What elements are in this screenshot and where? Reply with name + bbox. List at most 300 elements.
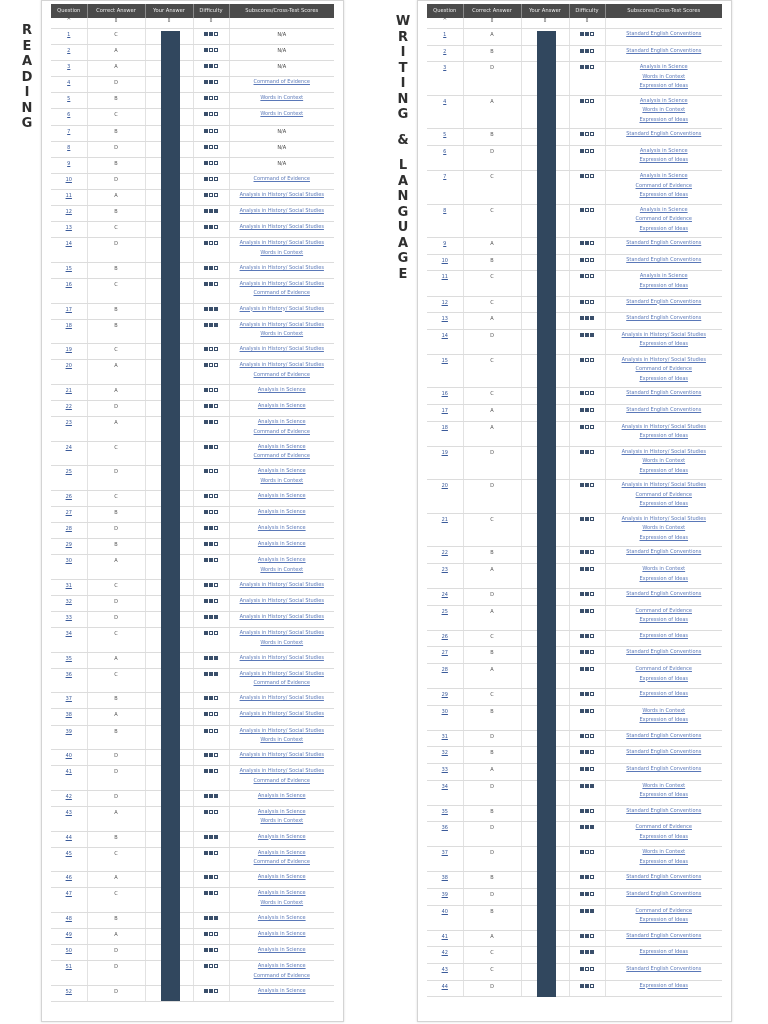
subscore-link[interactable]: Command of Evidence [253,290,310,297]
question-number[interactable]: 27 [441,650,448,657]
your-answer-header[interactable]: Your Answer [145,4,193,18]
subscore-link[interactable]: Standard English Conventions [626,965,702,972]
question-number-link[interactable] [427,354,463,388]
question-number-link[interactable] [51,490,87,506]
question-number[interactable]: 7 [443,174,447,181]
question-number[interactable]: 22 [65,403,72,410]
question-number[interactable]: 25 [441,608,448,615]
subscore-link[interactable]: Analysis in Science [639,147,688,154]
question-number-link[interactable] [51,278,87,303]
subscore-link[interactable]: Analysis in History/ Social Studies [621,423,706,430]
question-number[interactable]: 21 [65,387,72,394]
subscore-link[interactable]: Standard English Conventions [626,732,702,739]
question-number[interactable]: 34 [441,783,448,790]
question-number[interactable]: 14 [65,241,72,248]
question-number[interactable]: 1 [67,32,71,38]
correct-answer-header[interactable]: Correct Answer [463,4,521,18]
question-number-link[interactable] [427,822,463,847]
question-number-link[interactable] [427,238,463,255]
subscore-link[interactable]: Standard English Conventions [626,407,702,413]
question-number-link[interactable] [427,446,463,480]
subscore-link[interactable]: Command of Evidence [253,79,310,86]
question-number[interactable]: 22 [441,550,448,557]
question-number-link[interactable] [51,77,87,93]
question-number-link[interactable] [427,805,463,822]
question-number-link[interactable] [427,204,463,238]
question-number[interactable]: 25 [65,469,72,476]
question-number[interactable]: 5 [67,96,71,103]
question-number[interactable]: 28 [441,667,448,674]
subscore-link[interactable]: Analysis in History/ Social Studies [621,331,706,338]
subscore-link[interactable]: Words in Context [260,818,304,825]
subscore-link[interactable]: Expression of Ideas [639,675,689,682]
question-number-link[interactable] [51,303,87,319]
subscore-link[interactable]: Words in Context [260,899,304,906]
question-number[interactable]: 52 [65,988,72,995]
correct-answer-header[interactable]: Correct Answer [87,4,145,18]
question-number-link[interactable] [51,238,87,263]
subscore-link[interactable]: Expression of Ideas [639,192,689,199]
question-number-link[interactable] [427,29,463,46]
subscore-link[interactable]: Standard English Conventions [626,549,702,556]
question-number-link[interactable] [51,222,87,238]
subscore-link[interactable]: Analysis in History/ Social Studies [239,768,324,775]
question-number[interactable]: 42 [441,950,448,957]
question-number[interactable]: 8 [443,207,447,214]
question-number-link[interactable] [427,271,463,296]
question-number[interactable]: 41 [441,933,448,940]
question-number[interactable]: 20 [65,363,72,370]
question-number-link[interactable] [51,709,87,725]
question-number[interactable]: 16 [65,281,72,288]
subscore-link[interactable]: Words in Context [260,111,304,118]
subscore-link[interactable]: Expression of Ideas [639,792,689,799]
question-number-link[interactable] [51,668,87,693]
subscores-header[interactable]: Subscores/Cross-Test Scores [229,4,334,18]
question-number[interactable]: 8 [67,144,71,151]
subscore-link[interactable]: Command of Evidence [635,824,692,831]
question-number-link[interactable] [51,417,87,442]
subscore-link[interactable]: Analysis in Science [257,890,306,897]
subscore-link[interactable]: Standard English Conventions [626,315,702,322]
question-number[interactable]: 11 [441,274,448,281]
question-number-link[interactable] [51,319,87,344]
question-number[interactable]: 1 [443,32,447,38]
subscore-link[interactable]: Standard English Conventions [626,256,702,263]
question-number-link[interactable] [51,29,87,45]
question-number[interactable]: 38 [441,875,448,882]
subscore-link[interactable]: Analysis in Science [257,443,306,450]
question-number-link[interactable] [427,747,463,764]
subscore-link[interactable]: Analysis in History/ Social Studies [621,448,706,455]
subscore-link[interactable]: Analysis in Science [257,492,306,499]
question-number[interactable]: 31 [441,733,448,740]
question-number[interactable]: 26 [65,493,72,500]
subscore-link[interactable]: Standard English Conventions [626,807,702,814]
subscore-link[interactable]: Analysis in Science [257,808,306,815]
subscore-link[interactable]: Command of Evidence [635,216,692,223]
question-number[interactable]: 33 [65,615,72,621]
subscore-link[interactable]: Command of Evidence [253,680,310,687]
subscore-link[interactable]: Analysis in Science [257,947,306,954]
subscore-link[interactable]: Analysis in History/ Social Studies [621,482,706,489]
question-number[interactable]: 45 [65,850,72,857]
question-number[interactable]: 3 [443,65,447,72]
question-number-link[interactable] [427,296,463,313]
question-number-link[interactable] [51,912,87,928]
subscore-link[interactable]: Command of Evidence [635,907,692,914]
difficulty-header[interactable]: Difficulty [569,4,605,18]
subscore-link[interactable]: Analysis in Science [257,541,306,548]
subscore-link[interactable]: Analysis in Science [257,833,306,840]
subscore-link[interactable]: Analysis in Science [257,402,306,409]
subscore-link[interactable]: Expression of Ideas [639,83,689,90]
question-number[interactable]: 50 [65,948,72,955]
subscore-link[interactable]: Analysis in Science [257,525,306,532]
subscore-link[interactable]: Expression of Ideas [639,917,689,924]
question-number-link[interactable] [51,806,87,831]
question-number-link[interactable] [427,589,463,606]
subscore-link[interactable]: Words in Context [642,782,686,789]
question-number-link[interactable] [51,141,87,157]
question-number-link[interactable] [427,664,463,689]
subscore-link[interactable]: Words in Context [642,458,686,465]
question-number[interactable]: 19 [441,449,448,456]
subscore-link[interactable]: Words in Context [260,566,304,573]
subscore-link[interactable]: Words in Context [260,477,304,484]
question-number-link[interactable] [51,344,87,360]
question-number[interactable]: 29 [65,542,72,549]
subscore-link[interactable]: Analysis in History/ Social Studies [239,727,324,734]
question-number[interactable]: 4 [443,98,447,105]
question-number-link[interactable] [427,847,463,872]
subscore-link[interactable]: Words in Context [642,107,686,114]
question-number[interactable]: 30 [441,708,448,715]
question-number[interactable]: 2 [67,48,71,55]
subscore-link[interactable]: Analysis in Science [257,963,306,970]
question-number-link[interactable] [51,441,87,466]
subscore-link[interactable]: Command of Evidence [253,175,310,182]
subscore-link[interactable]: Analysis in Science [257,792,306,799]
subscore-link[interactable]: Standard English Conventions [626,749,702,756]
sort-icon[interactable]: ⇕ [87,18,145,29]
question-number[interactable]: 3 [67,64,71,71]
subscore-link[interactable]: Standard English Conventions [626,390,702,397]
question-number-link[interactable] [51,766,87,791]
question-number[interactable]: 27 [65,509,72,516]
subscore-link[interactable]: Analysis in History/ Social Studies [239,321,324,328]
sort-icon[interactable]: ^ [427,18,463,29]
subscore-link[interactable]: Analysis in Science [257,508,306,515]
subscore-link[interactable]: Analysis in History/ Social Studies [239,346,324,353]
subscore-link[interactable]: Analysis in Science [639,97,688,104]
question-number-link[interactable] [51,539,87,555]
question-number-link[interactable] [51,45,87,61]
subscore-link[interactable]: Standard English Conventions [626,31,702,37]
subscore-link[interactable]: Analysis in History/ Social Studies [239,630,324,637]
question-number-link[interactable] [51,929,87,945]
question-number-link[interactable] [51,750,87,766]
question-number[interactable]: 37 [65,696,72,703]
subscore-link[interactable]: Standard English Conventions [626,932,702,939]
question-number-link[interactable] [51,725,87,750]
subscore-link[interactable]: Expression of Ideas [639,575,689,582]
question-number-link[interactable] [427,630,463,647]
question-number[interactable]: 38 [65,712,72,719]
subscore-link[interactable]: Standard English Conventions [626,649,702,656]
question-number-link[interactable] [427,905,463,930]
question-number-link[interactable] [51,506,87,522]
question-number-link[interactable] [51,173,87,189]
subscore-link[interactable]: Standard English Conventions [626,240,702,247]
question-number[interactable]: 32 [65,598,72,605]
question-number-link[interactable] [51,985,87,1001]
question-number-link[interactable] [51,523,87,539]
sort-icon[interactable]: ⇕ [463,18,521,29]
question-number[interactable]: 31 [65,582,72,589]
question-number[interactable]: 33 [441,767,448,773]
subscore-link[interactable]: Command of Evidence [253,777,310,784]
question-number-link[interactable] [51,693,87,709]
question-number-link[interactable] [51,628,87,653]
question-number-link[interactable] [427,254,463,271]
question-number-link[interactable] [427,564,463,589]
question-number-link[interactable] [427,62,463,96]
subscore-link[interactable]: Expression of Ideas [639,632,689,639]
subscore-link[interactable]: Command of Evidence [635,366,692,373]
question-header[interactable]: Question [51,4,87,18]
question-number-link[interactable] [51,189,87,205]
question-number[interactable]: 12 [441,299,448,306]
sort-icon[interactable]: ⇕ [145,18,193,29]
subscore-link[interactable]: Analysis in Science [257,386,306,393]
your-answer-header[interactable]: Your Answer [521,4,569,18]
subscore-link[interactable]: Analysis in Science [257,419,306,426]
subscore-link[interactable]: Expression of Ideas [639,433,689,440]
subscore-link[interactable]: Standard English Conventions [626,298,702,305]
question-number[interactable]: 24 [441,592,448,599]
subscore-link[interactable]: Expression of Ideas [639,501,689,508]
subscore-link[interactable]: Analysis in Science [639,206,688,213]
question-number-link[interactable] [51,555,87,580]
subscore-link[interactable]: Command of Evidence [635,182,692,189]
question-number-link[interactable] [51,579,87,595]
question-number-link[interactable] [51,466,87,491]
difficulty-header[interactable]: Difficulty [193,4,229,18]
question-number-link[interactable] [51,790,87,806]
subscore-link[interactable]: Expression of Ideas [639,717,689,724]
subscore-link[interactable]: Command of Evidence [635,491,692,498]
question-number-link[interactable] [51,93,87,109]
question-number[interactable]: 51 [65,964,72,971]
question-number[interactable]: 16 [441,391,448,398]
subscore-link[interactable]: Command of Evidence [635,607,692,614]
question-number[interactable]: 44 [65,834,72,841]
question-number[interactable]: 40 [441,908,448,915]
subscore-link[interactable]: Analysis in History/ Social Studies [239,597,324,604]
subscore-link[interactable]: Expression of Ideas [639,375,689,382]
question-number[interactable]: 35 [65,655,72,662]
question-number-link[interactable] [427,145,463,170]
subscore-link[interactable]: Expression of Ideas [639,949,689,956]
question-number-link[interactable] [427,930,463,947]
subscore-link[interactable]: Analysis in History/ Social Studies [239,208,324,215]
subscore-link[interactable]: Command of Evidence [253,859,310,866]
subscore-link[interactable]: Expression of Ideas [639,982,689,989]
subscore-link[interactable]: Words in Context [260,95,304,102]
question-number[interactable]: 12 [65,209,72,216]
question-number[interactable]: 6 [67,112,71,119]
subscore-link[interactable]: Command of Evidence [635,666,692,673]
question-number-link[interactable] [51,360,87,385]
question-number[interactable]: 23 [441,567,448,574]
question-number[interactable]: 40 [65,753,72,760]
question-number[interactable]: 20 [441,483,448,490]
question-number-link[interactable] [51,652,87,668]
question-number[interactable]: 23 [65,420,72,427]
subscore-link[interactable]: Expression of Ideas [639,534,689,541]
question-number[interactable]: 37 [441,850,448,857]
question-number-link[interactable] [427,647,463,664]
question-number-link[interactable] [51,157,87,173]
question-number[interactable]: 30 [65,558,72,565]
question-number-link[interactable] [51,945,87,961]
question-number-link[interactable] [51,961,87,986]
question-number[interactable]: 47 [65,891,72,898]
subscore-link[interactable]: Analysis in History/ Social Studies [239,305,324,312]
subscore-link[interactable]: Analysis in History/ Social Studies [239,752,324,759]
subscore-link[interactable]: Analysis in Science [639,173,688,180]
subscore-link[interactable]: Words in Context [642,849,686,856]
question-number-link[interactable] [427,963,463,980]
subscore-link[interactable]: Standard English Conventions [626,591,702,598]
subscore-link[interactable]: Analysis in Science [257,849,306,856]
subscore-link[interactable]: Expression of Ideas [639,116,689,123]
sort-icon[interactable]: ⇕ [193,18,229,29]
subscore-link[interactable]: Analysis in History/ Social Studies [239,240,324,247]
subscore-link[interactable]: Expression of Ideas [639,833,689,840]
subscore-link[interactable]: Standard English Conventions [626,131,702,138]
question-number-link[interactable] [427,764,463,781]
question-number[interactable]: 9 [443,241,447,248]
subscore-link[interactable]: Analysis in History/ Social Studies [621,356,706,363]
question-number[interactable]: 17 [65,306,72,313]
question-number[interactable]: 26 [441,633,448,640]
subscore-link[interactable]: Analysis in History/ Social Studies [239,280,324,287]
subscore-link[interactable]: Expression of Ideas [639,157,689,164]
subscore-link[interactable]: Analysis in Science [257,874,306,881]
question-number-link[interactable] [51,125,87,141]
question-number[interactable]: 11 [65,192,72,199]
question-number-link[interactable] [427,547,463,564]
question-number-link[interactable] [51,872,87,888]
question-number[interactable]: 24 [65,444,72,451]
question-number-link[interactable] [51,888,87,913]
question-number-link[interactable] [427,95,463,129]
question-number-link[interactable] [51,847,87,872]
question-number-link[interactable] [427,45,463,62]
subscore-link[interactable]: Analysis in History/ Social Studies [239,264,324,271]
question-number-link[interactable] [427,889,463,906]
subscore-link[interactable]: Analysis in Science [257,914,306,921]
subscore-link[interactable]: Analysis in Science [257,931,306,937]
subscore-link[interactable]: Expression of Ideas [639,858,689,865]
question-number-link[interactable] [427,480,463,514]
question-number[interactable]: 13 [65,225,72,232]
question-number[interactable]: 42 [65,793,72,800]
question-number-link[interactable] [51,262,87,278]
question-number-link[interactable] [427,872,463,889]
subscore-link[interactable]: Analysis in Science [639,64,688,71]
subscore-link[interactable]: Analysis in History/ Social Studies [239,362,324,369]
question-number[interactable]: 41 [65,769,72,776]
question-number[interactable]: 49 [65,932,72,938]
question-number[interactable]: 17 [441,408,448,414]
subscore-link[interactable]: Expression of Ideas [639,282,689,289]
subscore-link[interactable]: Words in Context [642,525,686,532]
question-number[interactable]: 19 [65,347,72,354]
question-number[interactable]: 4 [67,80,71,87]
subscore-link[interactable]: Standard English Conventions [626,891,702,898]
question-number-link[interactable] [51,831,87,847]
subscore-link[interactable]: Words in Context [260,331,304,338]
question-number-link[interactable] [427,947,463,964]
question-number-link[interactable] [427,421,463,446]
subscore-link[interactable]: Expression of Ideas [639,617,689,624]
question-number[interactable]: 13 [441,316,448,323]
question-number[interactable]: 39 [441,892,448,899]
subscore-link[interactable]: Analysis in History/ Social Studies [239,695,324,702]
question-number[interactable]: 10 [441,257,448,264]
subscore-link[interactable]: Words in Context [642,73,686,80]
question-number[interactable]: 18 [65,322,72,329]
question-number-link[interactable] [51,612,87,628]
subscore-link[interactable]: Expression of Ideas [639,691,689,698]
question-number-link[interactable] [427,705,463,730]
subscore-link[interactable]: Analysis in History/ Social Studies [239,191,324,198]
question-number-link[interactable] [427,605,463,630]
question-number-link[interactable] [427,730,463,747]
question-number[interactable]: 6 [443,148,447,155]
subscore-link[interactable]: Standard English Conventions [626,47,702,54]
subscores-header[interactable]: Subscores/Cross-Test Scores [605,4,722,18]
subscore-link[interactable]: Analysis in Science [257,557,306,564]
subscore-link[interactable]: Command of Evidence [253,972,310,979]
question-number[interactable]: 9 [67,160,71,167]
question-number[interactable]: 43 [65,809,72,816]
question-number[interactable]: 15 [65,265,72,272]
subscore-link[interactable]: Analysis in History/ Social Studies [239,614,324,620]
question-number-link[interactable] [51,595,87,611]
sort-icon[interactable]: ⇕ [521,18,569,29]
question-number[interactable]: 32 [441,750,448,757]
subscore-link[interactable]: Analysis in History/ Social Studies [239,581,324,588]
question-number[interactable]: 48 [65,915,72,922]
question-number-link[interactable] [427,980,463,997]
subscore-link[interactable]: Standard English Conventions [626,874,702,881]
question-number[interactable]: 14 [441,332,448,339]
subscore-link[interactable]: Words in Context [642,566,686,573]
question-number-link[interactable] [51,61,87,77]
subscore-link[interactable]: Command of Evidence [253,428,310,435]
question-number[interactable]: 35 [441,808,448,815]
subscore-link[interactable]: Expression of Ideas [639,467,689,474]
question-number-link[interactable] [427,171,463,205]
subscore-link[interactable]: Words in Context [260,249,304,256]
question-number[interactable]: 39 [65,728,72,735]
question-number-link[interactable] [427,329,463,354]
question-number[interactable]: 29 [441,692,448,699]
